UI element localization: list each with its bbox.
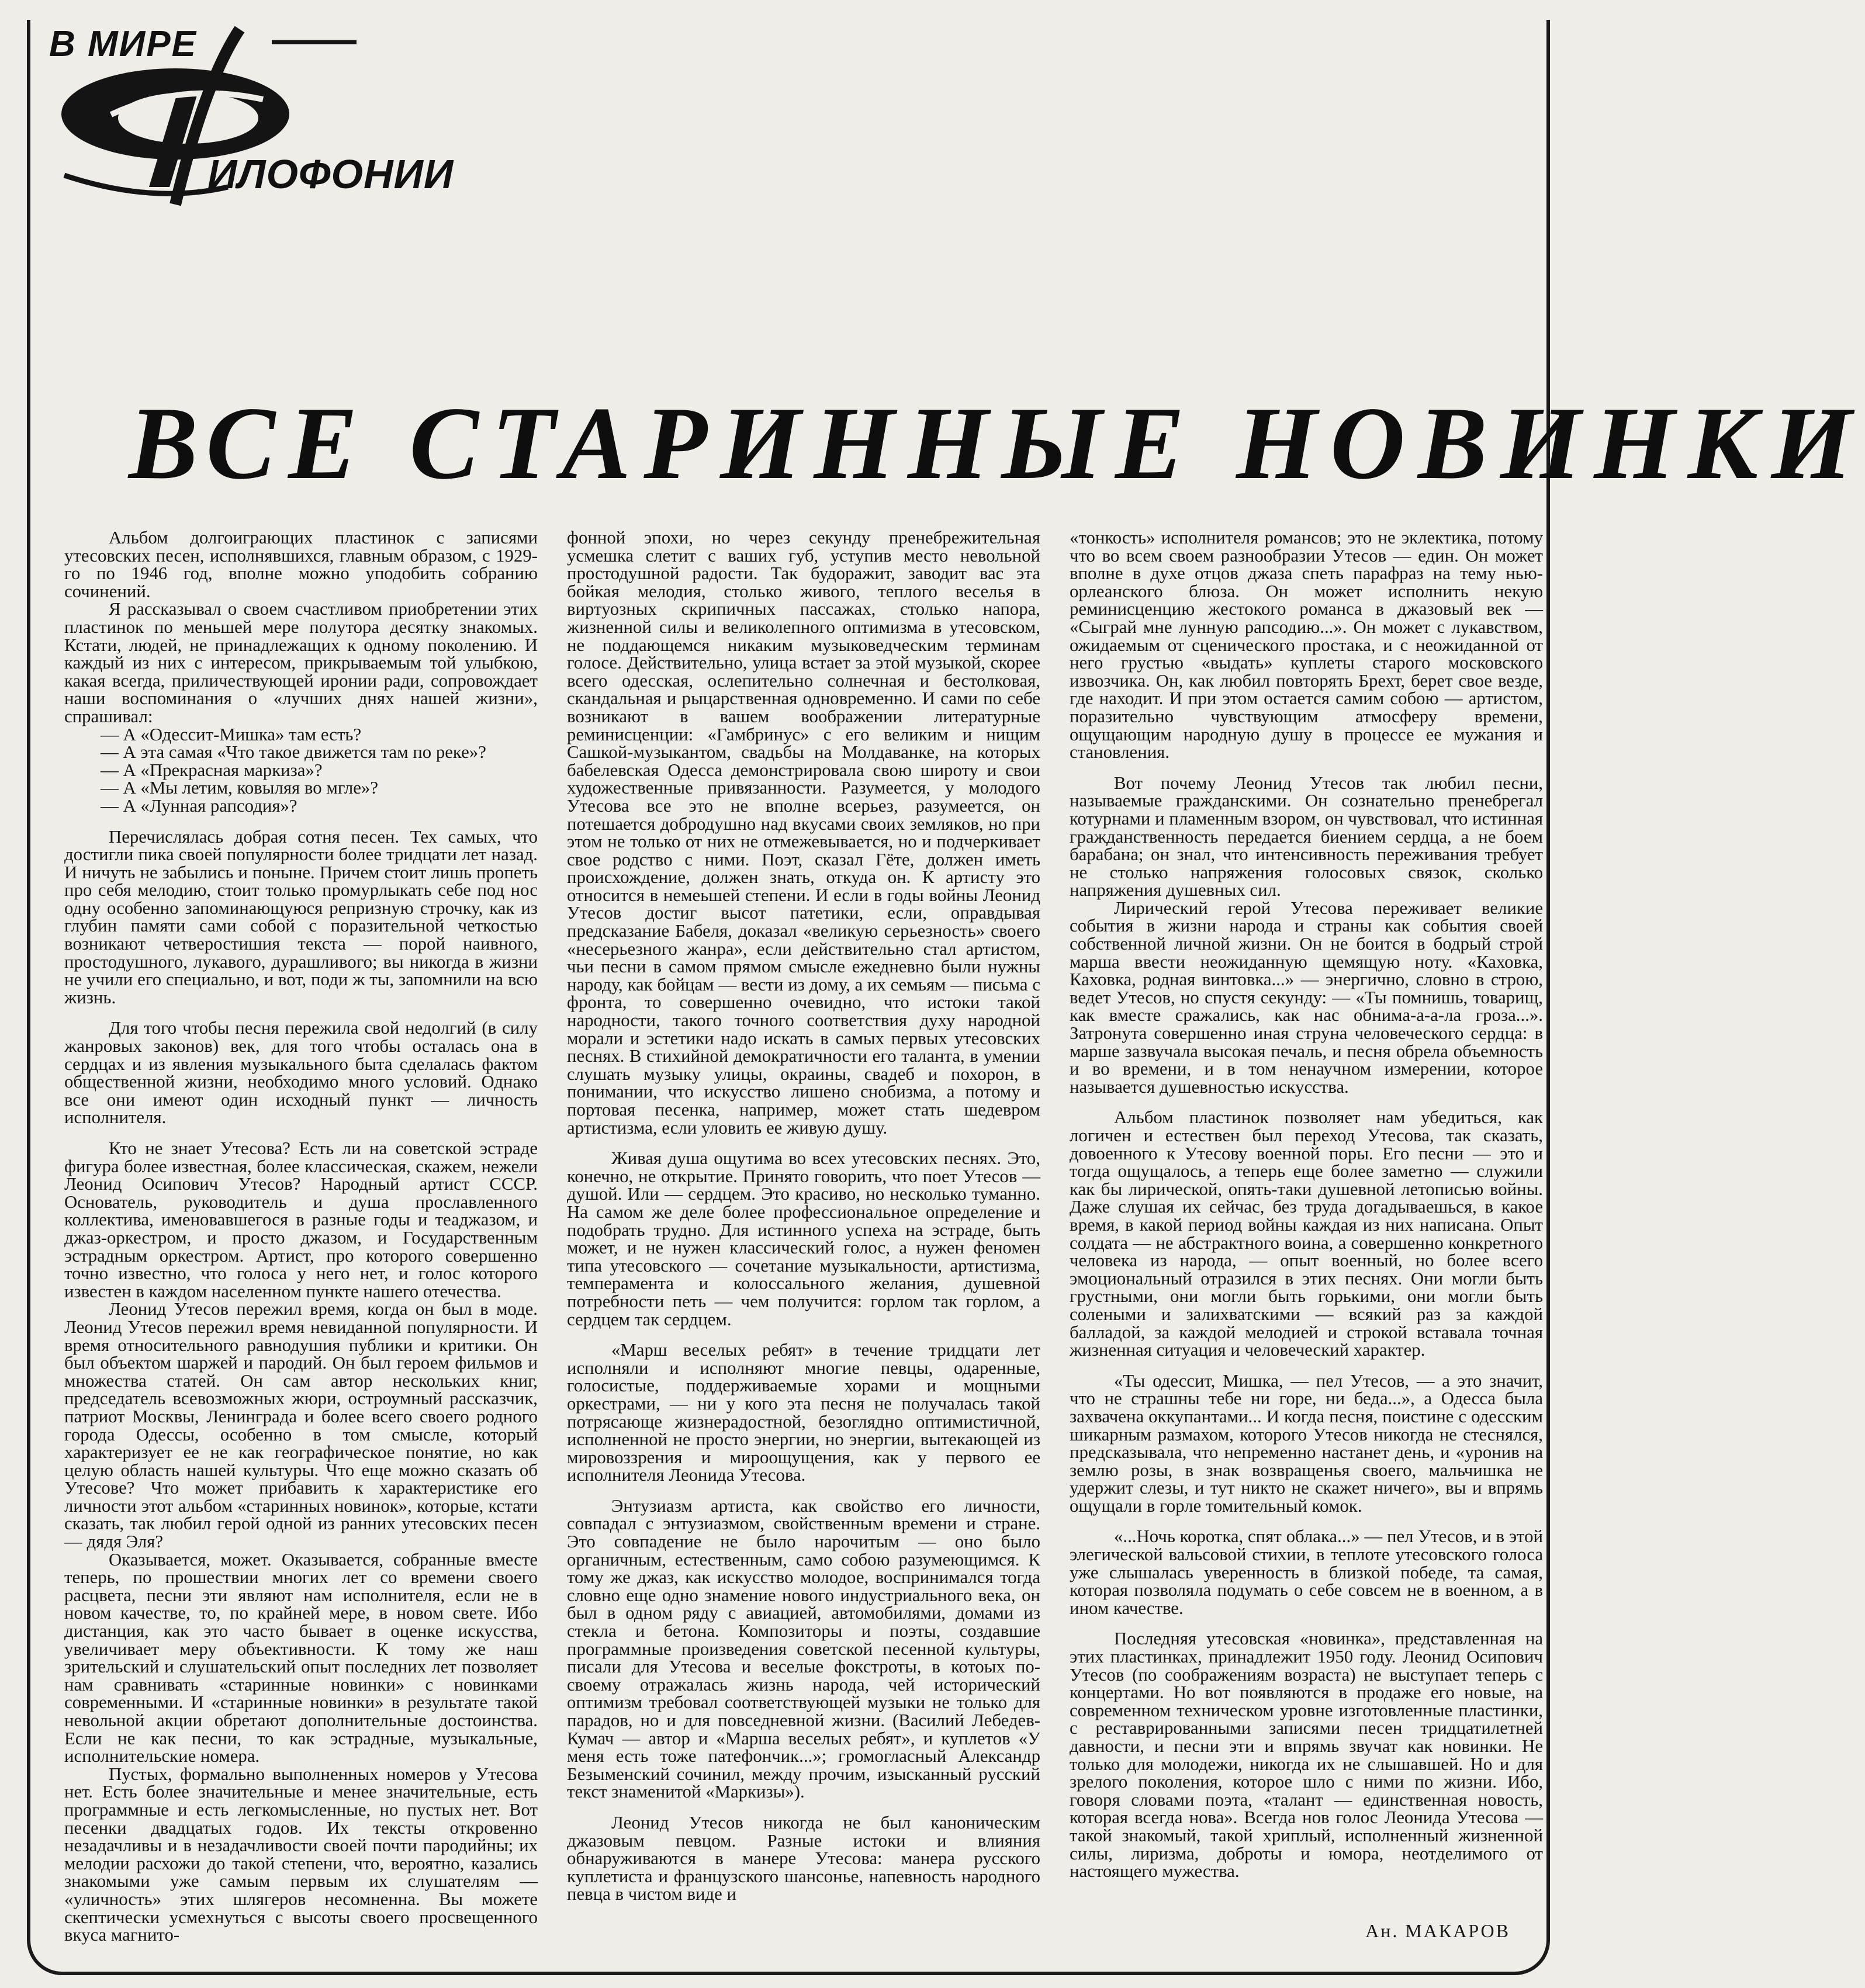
- article-paragraph: — А «Мы летим, ковыляя во мгле»?: [101, 778, 378, 798]
- rubric-top-label: В МИРЕ: [49, 24, 197, 64]
- article-paragraph: — А «Лунная рапсодия»?: [101, 795, 297, 816]
- article-paragraph: Альбом долгоиграющих пластинок с записями утесовских песен, исполнявшихся, главным образом, с 1929-го по 1946 год, вполне можно уподобить собранию сочинений.: [64, 528, 538, 601]
- article-paragraph: — А «Одессит-Мишка» там есть?: [101, 724, 362, 744]
- article-paragraph: Перечислялась добрая сотня песен. Тех самых, что достигли пика своей популярности более тридцати лет назад. И ничуть не забылись и поныне. Причем стоит лишь пропеть про себя мелодию, стоит только промурлыкать себе под нос одну особенно запоминающуюся репризную строчку, как из глубин памяти сами собой с поразительной четкостью возникают четверостишия текста — порой наивного, простодушного, лукавого, дурашливого; вы никогда в жизни не учили его специально, и вот, поди ж ты, запомнили на всю жизнь.: [64, 826, 538, 1007]
- article-title: ВСЕ СТАРИННЫЕ НОВИНКИ: [129, 385, 1865, 501]
- article-paragraph: Последняя утесовская «новинка», представленная на этих пластинках, принадлежит 1950 году. Леонид Осипович Утесов (по соображениям возраста) не выступает теперь с концертами. Но вот появляются в продаже его новые, на современном техническом уровне изготовленные пластинки, с реставрированными записями песен тридцатилетней давности, и песни эти и впрямь звучат как новинки. Не только для молодежи, никогда их не слышавшей. Но и для зрелого поколения, которое шло с ними по жизни. Ибо, говоря словами поэта, «талант — единственная новость, которая всегда нова». Всегда нов голос Леонида Утесова — такой знакомый, такой хриплый, исполненный жизненной силы, лиризма, доброты и юмора, неотделимого от настоящего мужества.: [1070, 1629, 1543, 1882]
- article-paragraph: Энтузиазм артиста, как свойство его личности, совпадал с энтузиазмом, свойственным времени и стране. Это совпадение не было нарочитым — оно было органичным, естественным, само собою разумеющимся. К тому же джаз, как искусство молодое, воспринимался тогда словно еще одно знамение нового индустриального века, он был в одном ряду с авиацией, автомобилями, домами из стекла и бетона. Композиторы и поэты, создавшие программные произведения советской песенной культуры, писали для Утесова и веселые фокстроты, в котоых по-своему отражалась жизнь народа, чей исторический оптимизм требовал соответствующей музыки не только для парадов, но и для повседневной жизни. (Василий Лебедев-Кумач — автор и «Марша веселых ребят», и куплетов «У меня есть тоже патефончик...»; громогласный Александр Безыменский сочинил, между прочим, изысканный русский текст знаменитой «Маркизы»).: [567, 1495, 1040, 1802]
- article-column-3: [1070, 529, 1543, 1908]
- article-paragraph: Альбом пластинок позволяет нам убедиться, как логичен и естествен был переход Утесова, так сказать, довоенного к Утесову военной поры. Его песни — это и тогда ощущалось, а теперь еще более заметно — служили как бы лирической, опять-таки душевной летописью войны. Даже слушая их сейчас, без труда догадываешься, в какое время, в какой период войны каждая из них написана. Опыт солдата — не абстрактного воина, а совершенно конкретного человека из народа, — опыт военный, но более всего эмоциональный отразился в этих песнях. Они могли быть грустными, они могли быть горькими, они могли быть солеными и залихватскими — всякий раз за каждой балладой, за каждой мелодией и строкой вставала точная жизненная ситуация и человеческий характер.: [1070, 1107, 1543, 1360]
- article-paragraph: Оказывается, может. Оказывается, собранные вместе теперь, по прошествии многих лет со времени своего расцвета, песни эти являют нам исполнителя, если не в новом качестве, то, по крайней мере, в новом свете. Ибо дистанция, как это часто бывает в оценке искусства, увеличивает меру объективности. К тому же наш зрительский и слушательский опыт последних лет позволяет нам сравнивать «старинные новинки» с новинками современными. И «старинные новинки» в результате такой невольной акции обретают дополнительные достоинства. Если не как песни, то как эстрадные, музыкальные, исполнительские номера.: [64, 1549, 538, 1767]
- article-paragraph: Пустых, формально выполненных номеров у Утесова нет. Есть более значительные и менее значительные, есть программные и есть легкомысленные, но пустых нет. Вот песенки двадцатых годов. Их тексты откровенно незадачливы и в незадачливости своей почти пародийны; их мелодии расхожи до такой степени, что, вероятно, казались знакомыми уже самым первым их слушателям — «уличность» этих шлягеров несомненна. Вы можете скептически усмехнуться с высоты своего просвещенного вкуса магнито-: [64, 1764, 538, 1945]
- article-paragraph: «Ты одессит, Мишка, — пел Утесов, — а это значит, что не страшны тебе ни горе, ни беда...», а Одесса была захвачена оккупантами... И когда песня, поистине с одесским шикарным размахом, которого Утесов никогда не стеснялся, предсказывала, что непременно настанет день, и «уронив на землю розы, в знак возвращенья своего, мальчишка не удержит слезы, и тут никто не скажет ничего», вы и впрямь ощущали в горле томительный комок.: [1070, 1370, 1543, 1516]
- article-paragraph: Живая душа ощутима во всех утесовских песнях. Это, конечно, не открытие. Принято говорить, что поет Утесов — душой. Или — сердцем. Это красиво, но несколько туманно. На самом же деле более профессиональное определение и подобрать трудно. Для истинного успеха на эстраде, быть может, и не нужен классический голос, а нужен феномен типа утесовского — сочетание музыкальности, артистизма, темперамента и колоссального желания, душевной потребности петь — чем получится: горлом так горлом, а сердцем так сердцем.: [567, 1148, 1040, 1329]
- article-paragraph: Вот почему Леонид Утесов так любил песни, называемые гражданскими. Он сознательно пренебрегал котурнами и пламенным взором, он чувствовал, что истинная гражданственность передается биением сердца, а не боем барабана; он знал, что интенсивность переживания требует не столько напряжения голосовых связок, сколько напряжения душевных сил.: [1070, 773, 1543, 901]
- article-column-1: [64, 528, 538, 1945]
- article-column-2: [567, 529, 1040, 1908]
- article-paragraph: — А эта самая «Что такое движется там по реке»?: [101, 742, 486, 763]
- article-paragraph: Я рассказывал о своем счастливом приобретении этих пластинок по меньшей мере полутора десятку знакомых. Кстати, людей, не принадлежащих к одному поколению. И каждый из них с интересом, прикрываемым той улыбкою, какая всегда, приличествующей иронии ради, сопровождает наши воспоминания о «лучших днях нашей жизни», спрашивал:: [64, 599, 538, 726]
- article-paragraph: Леонид Утесов никогда не был каноническим джазовым певцом. Разные истоки и влияния обнаруживаются в манере Утесова: манера русского куплетиста и французского шансонье, напевность народного певца в чистом виде и: [567, 1812, 1040, 1904]
- article-paragraph: Лирический герой Утесова переживает великие события в жизни народа и страны как события своей собственной личной жизни. Он не боится в бодрый строй марша ввести неожиданную щемящую ноту. «Каховка, Каховка, родная винтовка...» — энергично, словно в строю, ведет Утесов, но спустя секунду: — «Ты помнишь, товарищ, как вместе сражались, как нас обнима-а-а-ла гроза...». Затронута совершенно иная струна человеческого сердца: в марше зазвучала высокая печаль, и песня обрела объемность и во времени, и в том ненаучном измерении, которое называется душевностью искусства.: [1070, 898, 1543, 1097]
- article-paragraph: фонной эпохи, но через секунду пренебрежительная усмешка слетит с ваших губ, уступив место невольной простодушной радости. Так будоражит, заводит вас эта бойкая мелодия, столько живого, теплого веселья в виртуозных скрипичных пассажах, столько напора, жизненной силы и великолепного оптимизма в утесовском, не поддающемся никаким музыковедческим терминам голосе. Действительно, улица встает за этой музыкой, скорее всего одесская, ослепительно солнечная и бестолковая, скандальная и рыцарственная одновременно. И сами по себе возникают в вашем воображении литературные реминисценции: «Гамбринус» с его великим и нищим Сашкой-музыкантом, свадьбы на Молдаванке, на которых бабелевская Одесса демонстрировала свою широту и свои художественные привязанности. Разумеется, у молодого Утесова все это не вполне всерьез, разумеется, он потешается добродушно над вкусами своих земляков, но при этом не только от них не отмежевывается, но и подчеркивает свое родство с ними. Поэт, сказал Гёте, должен иметь происхождение, должен знать, откуда он. К артисту это относится в немеьшей степени. И если в годы войны Леонид Утесов достиг высот патетики, если, оправдывая предсказание Бабеля, доказал «великую серьезность» своего «несерьезного жанра», если действительно стал артистом, чьи песни в самом прямом смысле ежедневно были нужны народу, как бойцам — вести из дому, а их семьям — письма с фронта, то совершенно очевидно, что истоки такой народности, такого точного соответствия духу народной морали и эстетики надо искать в самых первых утесовских песнях. В стихийной демократичности его таланта, в умении слушать музыку улицы, окраины, свадеб и похорон, в понимании, что искусство лишено снобизма, а потому и портовая песенка, например, может стать шедевром артистизма, если уловить ее живую душу.: [567, 528, 1040, 1138]
- article-paragraph: — А «Прекрасная маркиза»?: [101, 760, 323, 780]
- article-paragraph: «...Ночь коротка, спят облака...» — пел Утесов, и в этой элегической вальсовой стихии, в теплоте утесовского голоса уже слышалась уверенность в близкой победе, та самая, которая позволяла подумать о себе совсем не в военном, а в ином качестве.: [1070, 1526, 1543, 1618]
- article-paragraph: Кто не знает Утесова? Есть ли на советской эстраде фигура более известная, более классическая, скажем, нежели Леонид Осипович Утесов? Народный артист СССР. Основатель, руководитель и душа прославленного коллектива, именовавшегося в разные годы и теаджазом, и джаз-оркестром, и просто джазом, и Государственным эстрадным оркестром. Артист, про которого совершенно точно известно, что голоса у него нет, и голос которого известен в каждом населенном пункте нашего отечества.: [64, 1138, 538, 1301]
- article-paragraph: Леонид Утесов пережил время, когда он был в моде. Леонид Утесов пережил время невиданной популярности. И время относительного равнодушия публики и критики. Он был объектом шаржей и пародий. Он был героем фильмов и множества статей. Он сам автор нескольких книг, председатель всевозможных жюри, остроумный рассказчик, патриот Москвы, Ленинграда и более всего своего родного города Одессы, особенно в том смысле, который характеризует ее не как географическое понятие, но как целую область нашей культуры. Что еще можно сказать об Утесове? Что может прибавить к характеристике его личности этот альбом «старинных новинок», которые, кстати сказать, так любил герой одной из ранних утесовских песен — дядя Эля?: [64, 1299, 538, 1552]
- author-signature: Ан. МАКАРОВ: [1365, 1920, 1510, 1941]
- article-paragraph: «тонкость» исполнителя романсов; это не эклектика, потому что во всем своем разнообразии Утесов — един. Он может вполне в духе отцов джаза спеть парафраз на тему нью-орлеанского блюза. Он может исполнить некую реминисценцию жестокого романса в джазовый век — «Сыграй мне лунную рапсодию...». Он может с лукавством, ожидаемым от сценического простака, и с неожиданной от него грустью «выдать» куплеты старого московского извозчика. Он, как любил повторять Брехт, берет свое везде, где находит. И при этом остается самим собою — артистом, поразительно чувствующим атмосферу времени, ощущающим народную душу в процессе ее мужания и становления.: [1070, 528, 1543, 763]
- rubric-bottom-label: ИЛОФОНИИ: [207, 151, 454, 197]
- article-paragraph: «Марш веселых ребят» в течение тридцати лет исполняли и исполняют многие певцы, одаренные, голосистые, поддерживаемые хорами и мощными оркестрами, — ни у кого эта песня не получалась такой потрясающе жизнерадостной, безоглядно оптимистичной, исполненной не просто энергии, но энергии, вытекающей из мировоззрения и мироощущения, как у первого ее исполнителя Леонида Утесова.: [567, 1340, 1040, 1485]
- article-paragraph: Для того чтобы песня пережила свой недолгий (в силу жанровых законов) век, для того чтобы осталась она в сердцах и из явления музыкального быта сделалась фактом общественной жизни, необходимо много условий. Однако все они имеют один исходный пункт — личность исполнителя.: [64, 1018, 538, 1128]
